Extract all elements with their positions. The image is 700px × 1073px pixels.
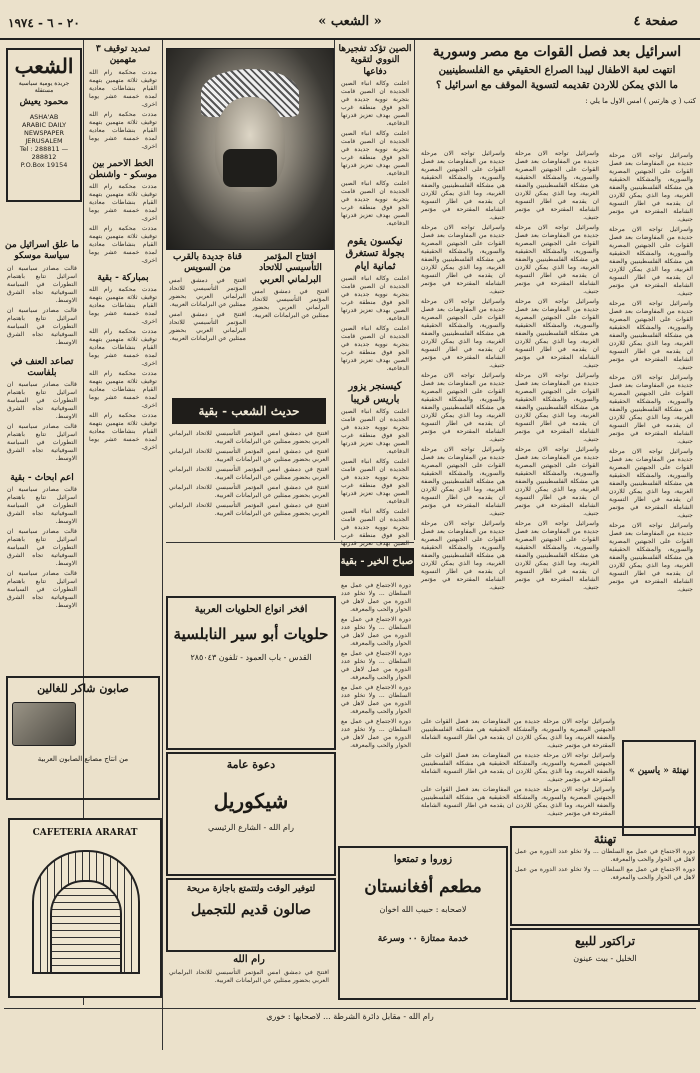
headline-moscow: ما علق اسرائيل من سياسة موسكو <box>4 240 80 262</box>
article-body: دورة الاجتماع في عمل مع السلطان ... ولا تخلو عدد الدورة من عمل لاهل في الحوار والحب والمعرفة. <box>341 718 411 749</box>
article-body: قالت مصادر سياسية ان اسرائيل تتابع باهتمام التطورات في السياسة السوفياتية تجاه الشرق الاوسط. <box>7 423 77 462</box>
ad-shaker-body: من انتاج مصانع الصابون العربية <box>37 755 129 763</box>
article-body: واسرائيل تواجه الان مرحلة جديدة من المفاوضات بعد فصل القوات على الجبهتين المصرية والسورية، والمشكلة الحقيقية هي مشكلة الفلسطينيين والضفة الغربية، وما الذي يمكن للاردن ان يقدمه في اطار التسوية الشاملة المقترحة في مؤتمر جنيف. <box>421 786 615 817</box>
sabah-banner: صباح الخير - بقية <box>340 548 414 576</box>
article-body: دورة الاجتماع في عمل مع السلطان ... ولا تخلو عدد الدورة من عمل لاهل في الحوار والحب والمعرفة. <box>515 848 695 863</box>
article-body: واسرائيل تواجه الان مرحلة جديدة من المفاوضات بعد فصل القوات على الجبهتين المصرية والسورية، والمشكلة الحقيقية هي مشكلة الفلسطينيين والضفة الغربية، وما الذي يمكن للاردن ان يقدمه في اطار التسوية الشاملة المقترحة في مؤتمر جنيف. <box>421 224 505 295</box>
lead-subheadline-1: انتهت لعبة الاطفال ليبدا الصراع الحقيقي مع الفلسطينيين <box>438 64 676 76</box>
article-body: دورة الاجتماع في عمل مع السلطان ... ولا تخلو عدد الدورة من عمل لاهل في الحوار والحب والمعرفة. <box>515 866 695 881</box>
ad-halawiyat-line1: افخر انواع الحلويات العربية <box>194 604 308 615</box>
cafe-door <box>50 880 122 974</box>
ad-afghan-name: مطعم أفغانستان <box>364 877 482 897</box>
masthead-box <box>6 48 82 202</box>
ramallah-notice <box>166 954 332 1004</box>
article-body: افتتح في دمشق امس المؤتمر التأسيسي للاتحاد البرلماني العربي بحضور ممثلين عن البرلمانات العربية. <box>169 466 329 481</box>
lead-subheadline-2: ما الذي يمكن للاردن تقديمه لتسوية الموقف مع اسرائيل ؟ <box>435 80 678 91</box>
page-header <box>0 0 700 40</box>
column-5 <box>4 240 80 670</box>
lead-byline: كتب ( ي هارتس ) امس الاول ما يلي : <box>585 96 696 105</box>
column-rule <box>414 40 415 540</box>
photo-shadow <box>223 149 277 187</box>
headline-canal: قناة جديدة بالقرب من السويس <box>173 252 242 274</box>
article-body: مددت محكمة رام الله توقيف ثلاثة متهمين بتهمة القيام بنشاطات معادية لمدة خمسة عشر يوما اخرى. <box>89 110 157 150</box>
column-rule <box>162 40 163 1050</box>
footer-rule <box>4 1008 696 1009</box>
article-body: افتتح في دمشق امس المؤتمر التأسيسي للاتحاد البرلماني العربي بحضور ممثلين عن البرلمانات العربية. <box>169 502 329 517</box>
article-body: واسرائيل تواجه الان مرحلة جديدة من المفاوضات بعد فصل القوات على الجبهتين المصرية والسورية، والمشكلة الحقيقية هي مشكلة الفلسطينيين والضفة الغربية، وما الذي يمكن للاردن ان يقدمه في اطار التسوية الشاملة المقترحة في مؤتمر جنيف. <box>421 372 505 443</box>
ramallah-heading: رام الله <box>233 954 265 965</box>
article-body: افتتح في دمشق امس المؤتمر التأسيسي للاتحاد البرلماني العربي بحضور ممثلين عن البرلمانات العربية. <box>169 448 329 463</box>
column-3 <box>166 252 332 392</box>
article-body: واسرائيل تواجه الان مرحلة جديدة من المفاوضات بعد فصل القوات على الجبهتين المصرية والسورية، والمشكلة الحقيقية هي مشكلة الفلسطينيين والضفة الغربية، وما الذي يمكن للاردن ان يقدمه في اطار التسوية الشاملة المقترحة في مؤتمر جنيف. <box>609 300 693 371</box>
ad-halawiyat-address: القدس - باب العمود - تلفون ٢٨٥٠٤٣ <box>190 653 312 662</box>
article-body: مددت محكمة رام الله توقيف ثلاثة متهمين بتهمة القيام بنشاطات معادية لمدة خمسة عشر يوما اخرى. <box>89 225 157 264</box>
ad-afghan-visit: زوروا و تمتعوا <box>393 854 453 865</box>
article-body: واسرائيل تواجه الان مرحلة جديدة من المفاوضات بعد فصل القوات على الجبهتين المصرية والسورية، والمشكلة الحقيقية هي مشكلة الفلسطينيين والضفة الغربية، وما الذي يمكن للاردن ان يقدمه في اطار التسوية الشاملة المقترحة في مؤتمر جنيف. <box>515 446 599 517</box>
article-body: اعلنت وكالة انباء الصين الجديدة ان الصين قامت بتجربة نووية جديدة في الجو فوق منطقة غرب الصين بهدف تعزيز قدرتها الدفاعية. <box>341 129 409 177</box>
hadith-banner: حديث الشعب - بقية <box>172 398 326 424</box>
article-body: اعلنت وكالة انباء الصين الجديدة ان الصين قامت بتجربة نووية جديدة في الجو فوق منطقة غرب الصين بهدف تعزيز قدرتها الدفاعية. <box>341 458 409 506</box>
ad-qadim-salon <box>166 878 336 952</box>
ad-afghan-service: خدمة ممتازة ٠٠ وسرعة <box>377 934 469 944</box>
ad-tractor-sale <box>510 928 700 1002</box>
article-body: افتتح في دمشق امس المؤتمر التأسيسي للاتحاد البرلماني العربي بحضور ممثلين عن البرلمانات العربية. <box>169 310 246 342</box>
issue-date: ٢٠ - ٦ - ١٩٧٤ <box>8 16 80 30</box>
ad-shikoril-sub: رام الله - الشارع الرئيسي <box>208 823 294 832</box>
article-body: افتتح في دمشق امس المؤتمر التأسيسي للاتحاد البرلماني العربي بحضور ممثلين عن البرلمانات العربية. <box>169 968 329 984</box>
article-body: افتتح في دمشق امس المؤتمر التأسيسي للاتحاد البرلماني العربي بحضور ممثلين عن البرلمانات العربية. <box>169 430 329 445</box>
article-body: مددت محكمة رام الله توقيف ثلاثة متهمين بتهمة القيام بنشاطات معادية لمدة خمسة عشر يوما اخرى. <box>89 328 157 368</box>
column-rule <box>334 40 335 540</box>
masthead-en-name: ASHA'AB <box>29 113 59 121</box>
article-body: افتتح في دمشق امس المؤتمر التأسيسي للاتحاد البرلماني العربي بحضور ممثلين عن البرلمانات العربية. <box>169 484 329 499</box>
headline-detention: تمديد توقيف ٣ متهمين <box>95 44 151 66</box>
article-body: واسرائيل تواجه الان مرحلة جديدة من المفاوضات بعد فصل القوات على الجبهتين المصرية والسورية، والمشكلة الحقيقية هي مشكلة الفلسطينيين والضفة الغربية، وما الذي يمكن للاردن ان يقدمه في اطار التسوية الشاملة المقترحة في مؤتمر جنيف. <box>421 718 615 749</box>
article-body: افتتح في دمشق امس المؤتمر التأسيسي للاتحاد البرلماني العربي بحضور ممثلين عن البرلمانات العربية. <box>169 276 246 308</box>
ad-tahnia <box>510 826 700 926</box>
masthead-name: الشعب <box>14 54 74 78</box>
article-body: واسرائيل تواجه الان مرحلة جديدة من المفاوضات بعد فصل القوات على الجبهتين المصرية والسورية، والمشكلة الحقيقية هي مشكلة الفلسطينيين والضفة الغربية، وما الذي يمكن للاردن ان يقدمه في اطار التسوية الشاملة المقترحة في مؤتمر جنيف. <box>609 226 693 297</box>
ad-tahnia-title: تهنئة <box>593 832 617 846</box>
ad-shaker-title: صابون شاكر للغالين <box>37 682 129 695</box>
headline-nixon: نيكسون يقوم بجولة تستغرق ثمانية ايام <box>345 235 405 272</box>
masthead-en-city: JERUSALEM <box>25 137 63 145</box>
article-body: دورة الاجتماع في عمل مع السلطان ... ولا تخلو عدد الدورة من عمل لاهل في الحوار والحب والمعرفة. <box>341 650 411 681</box>
article-body: اعلنت وكالة انباء الصين الجديدة ان الصين قامت بتجربة نووية جديدة في الجو فوق منطقة غرب الصين بهدف تعزيز قدرتها الدفاعية. <box>341 79 409 127</box>
ad-shikoril <box>166 752 336 876</box>
ad-cafeteria <box>8 818 162 998</box>
article-body: مددت محكمة رام الله توقيف ثلاثة متهمين بتهمة القيام بنشاطات معادية لمدة خمسة عشر يوما اخرى. <box>89 370 157 410</box>
article-body: واسرائيل تواجه الان مرحلة جديدة من المفاوضات بعد فصل القوات على الجبهتين المصرية والسورية، والمشكلة الحقيقية هي مشكلة الفلسطينيين والضفة الغربية، وما الذي يمكن للاردن ان يقدمه في اطار التسوية الشاملة المقترحة في مؤتمر جنيف. <box>609 448 693 519</box>
article-body: واسرائيل تواجه الان مرحلة جديدة من المفاوضات بعد فصل القوات على الجبهتين المصرية والسورية، والمشكلة الحقيقية هي مشكلة الفلسطينيين والضفة الغربية، وما الذي يمكن للاردن ان يقدمه في اطار التسوية الشاملة المقترحة في مؤتمر جنيف. <box>515 150 599 221</box>
page-number: صفحة ٤ <box>633 14 678 29</box>
article-body: اعلنت وكالة انباء الصين الجديدة ان الصين قامت بتجربة نووية جديدة في الجو فوق منطقة غرب الصين بهدف تعزيز قدرتها الدفاعية. <box>341 325 409 373</box>
column-4 <box>86 44 160 674</box>
article-body: دورة الاجتماع في عمل مع السلطان ... ولا تخلو عدد الدورة من عمل لاهل في الحوار والحب والمعرفة. <box>341 582 411 613</box>
section-rule <box>166 542 414 543</box>
article-body: واسرائيل تواجه الان مرحلة جديدة من المفاوضات بعد فصل القوات على الجبهتين المصرية والسورية، والمشكلة الحقيقية هي مشكلة الفلسطينيين والضفة الغربية، وما الذي يمكن للاردن ان يقدمه في اطار التسوية الشاملة المقترحة في مؤتمر جنيف. <box>515 520 599 591</box>
article-body: واسرائيل تواجه الان مرحلة جديدة من المفاوضات بعد فصل القوات على الجبهتين المصرية والسورية، والمشكلة الحقيقية هي مشكلة الفلسطينيين والضفة الغربية، وما الذي يمكن للاردن ان يقدمه في اطار التسوية الشاملة المقترحة في مؤتمر جنيف. <box>515 298 599 369</box>
masthead-publisher: محمود يعيش <box>19 97 69 107</box>
article-body: واسرائيل تواجه الان مرحلة جديدة من المفاوضات بعد فصل القوات على الجبهتين المصرية والسورية، والمشكلة الحقيقية هي مشكلة الفلسطينيين والضفة الغربية، وما الذي يمكن للاردن ان يقدمه في اطار التسوية الشاملة المقترحة في مؤتمر جنيف. <box>515 224 599 295</box>
article-body: قالت مصادر سياسية ان اسرائيل تتابع باهتمام التطورات في السياسة السوفياتية تجاه الشرق الاوسط. <box>7 306 77 346</box>
headline-belfast: تصاعد العنف في بلفاست <box>10 356 74 378</box>
headline-blessing: بمباركة - بقية <box>97 273 149 283</box>
sabah-column <box>338 580 414 840</box>
news-photo <box>166 48 334 250</box>
article-body: واسرائيل تواجه الان مرحلة جديدة من المفاوضات بعد فصل القوات على الجبهتين المصرية والسورية، والمشكلة الحقيقية هي مشكلة الفلسطينيين والضفة الغربية، وما الذي يمكن للاردن ان يقدمه في اطار التسوية الشاملة المقترحة في مؤتمر جنيف. <box>609 522 693 593</box>
article-body: اعلنت وكالة انباء الصين الجديدة ان الصين قامت بتجربة نووية جديدة في الجو فوق منطقة غرب الصين بهدف تعزيز قدرتها الدفاعية. <box>341 179 409 227</box>
ad-halawiyat-name: حلويات أبو سير النابلسية <box>173 625 329 643</box>
ad-dawa: دعوة عامة <box>226 758 276 771</box>
ad-tractor-location: الخليل - بيت عينون <box>573 954 637 963</box>
article-body: افتتح في دمشق امس المؤتمر التأسيسي للاتحاد البرلماني العربي بحضور ممثلين عن البرلمانات العربية. <box>252 287 329 319</box>
paper-name: « الشعب » <box>318 14 382 29</box>
article-body: واسرائيل تواجه الان مرحلة جديدة من المفاوضات بعد فصل القوات على الجبهتين المصرية والسورية، والمشكلة الحقيقية هي مشكلة الفلسطينيين والضفة الغربية، وما الذي يمكن للاردن ان يقدمه في اطار التسوية الشاملة المقترحة في مؤتمر جنيف. <box>421 150 505 221</box>
ad-afghanistan-restaurant <box>338 846 508 1000</box>
lead-article-body <box>418 150 696 710</box>
article-body: واسرائيل تواجه الان مرحلة جديدة من المفاوضات بعد فصل القوات على الجبهتين المصرية والسورية، والمشكلة الحقيقية هي مشكلة الفلسطينيين والضفة الغربية، وما الذي يمكن للاردن ان يقدمه في اطار التسوية الشاملة المقترحة في مؤتمر جنيف. <box>421 752 615 783</box>
soap-bar-image <box>12 702 76 746</box>
article-body: واسرائيل تواجه الان مرحلة جديدة من المفاوضات بعد فصل القوات على الجبهتين المصرية والسورية، والمشكلة الحقيقية هي مشكلة الفلسطينيين والضفة الغربية، وما الذي يمكن للاردن ان يقدمه في اطار التسوية الشاملة المقترحة في مؤتمر جنيف. <box>609 152 693 223</box>
ad-congratulation-yassin <box>622 740 696 836</box>
article-body: مددت محكمة رام الله توقيف ثلاثة متهمين بتهمة القيام بنشاطات معادية لمدة خمسة عشر يوما اخرى. <box>89 68 157 108</box>
article-body: واسرائيل تواجه الان مرحلة جديدة من المفاوضات بعد فصل القوات على الجبهتين المصرية والسورية، والمشكلة الحقيقية هي مشكلة الفلسطينيين والضفة الغربية، وما الذي يمكن للاردن ان يقدمه في اطار التسوية الشاملة المقترحة في مؤتمر جنيف. <box>421 298 505 369</box>
headline-research: اعم ابحاث - بقية <box>10 473 74 483</box>
masthead-tel: Tel : 288811 — 288812 <box>19 145 69 161</box>
article-body: واسرائيل تواجه الان مرحلة جديدة من المفاوضات بعد فصل القوات على الجبهتين المصرية والسورية، والمشكلة الحقيقية هي مشكلة الفلسطينيين والضفة الغربية، وما الذي يمكن للاردن ان يقدمه في اطار التسوية الشاملة المقترحة في مؤتمر جنيف. <box>421 520 505 591</box>
lead-article-head <box>418 44 696 154</box>
article-body: دورة الاجتماع في عمل مع السلطان ... ولا تخلو عدد الدورة من عمل لاهل في الحوار والحب والمعرفة. <box>341 684 411 715</box>
article-body: دورة الاجتماع في عمل مع السلطان ... ولا تخلو عدد الدورة من عمل لاهل في الحوار والحب والمعرفة. <box>341 616 411 647</box>
masthead-pobox: P.O.Box 19154 <box>20 161 68 169</box>
hadith-column <box>166 428 332 588</box>
article-body: مددت محكمة رام الله توقيف ثلاثة متهمين بتهمة القيام بنشاطات معادية لمدة خمسة عشر يوما اخرى. <box>89 183 157 222</box>
article-body: اعلنت وكالة انباء الصين الجديدة ان الصين قامت بتجربة نووية جديدة في الجو فوق منطقة غرب الصين بهدف تعزيز قدرتها الدفاعية. <box>341 408 409 456</box>
headline-red-line: الخط الاحمر بين موسكو - واشنطن <box>89 158 157 180</box>
article-body: واسرائيل تواجه الان مرحلة جديدة من المفاوضات بعد فصل القوات على الجبهتين المصرية والسورية، والمشكلة الحقيقية هي مشكلة الفلسطينيين والضفة الغربية، وما الذي يمكن للاردن ان يقدمه في اطار التسوية الشاملة المقترحة في مؤتمر جنيف. <box>421 446 505 517</box>
ad-qadim-name: صالون قديم للتجميل <box>190 902 312 918</box>
article-body: واسرائيل تواجه الان مرحلة جديدة من المفاوضات بعد فصل القوات على الجبهتين المصرية والسورية، والمشكلة الحقيقية هي مشكلة الفلسطينيين والضفة الغربية، وما الذي يمكن للاردن ان يقدمه في اطار التسوية الشاملة المقترحة في مؤتمر جنيف. <box>515 372 599 443</box>
lower-right-column <box>418 716 618 824</box>
masthead-tagline: جريدة يومية سياسية مستقلة <box>18 80 70 94</box>
article-body: مددت محكمة رام الله توقيف ثلاثة متهمين بتهمة القيام بنشاطات معادية لمدة خمسة عشر يوما اخرى. <box>89 286 157 326</box>
masthead-en-newspaper: NEWSPAPER <box>23 129 64 137</box>
ad-afghan-owners: لاصحابه : حبيب الله اخوان <box>379 905 467 914</box>
masthead-en-arabic-daily: ARABIC DAILY <box>21 121 67 129</box>
ad-shikoril-name: شيكوريل <box>213 789 289 813</box>
ad-yassin-title: نهنئة « ياسين » <box>629 766 689 776</box>
lead-headline: اسرائيل بعد فصل القوات مع مصر وسورية <box>432 44 682 60</box>
ad-halawiyat <box>166 596 336 750</box>
ad-tractor-title: تراكتور للبيع <box>574 934 636 948</box>
article-body: قالت مصادر سياسية ان اسرائيل تتابع باهتمام التطورات في السياسة السوفياتية تجاه الشرق الاوسط. <box>7 381 77 420</box>
headline-parliament: افتتاح المؤتمر التأسيسي للاتحاد البرلماني العربي <box>259 252 322 285</box>
article-body: قالت مصادر سياسية ان اسرائيل تتابع باهتمام التطورات في السياسة السوفياتية تجاه الشرق الاوسط. <box>7 486 77 526</box>
article-body: قالت مصادر سياسية ان اسرائيل تتابع باهتمام التطورات في السياسة السوفياتية تجاه الشرق الاوسط. <box>7 528 77 568</box>
article-body: اعلنت وكالة انباء الصين الجديدة ان الصين قامت بتجربة نووية جديدة في الجو فوق منطقة غرب الصين بهدف تعزيز قدرتها الدفاعية. <box>341 275 409 323</box>
article-body: قالت مصادر سياسية ان اسرائيل تتابع باهتمام التطورات في السياسة السوفياتية تجاه الشرق الاوسط. <box>7 264 77 304</box>
article-body: قالت مصادر سياسية ان اسرائيل تتابع باهتمام التطورات في السياسة السوفياتية تجاه الشرق الاوسط. <box>7 570 77 610</box>
ad-qadim-line1: لتوفير الوقت ولتتمتع باجازة مريحة <box>186 884 316 894</box>
headline-china: الصين تؤكد تفجيرها النووي لتقوية دفاعها <box>338 44 412 77</box>
column-2 <box>338 44 412 548</box>
article-body: مددت محكمة رام الله توقيف ثلاثة متهمين بتهمة القيام بنشاطات معادية لمدة خمسة عشر يوما اخرى. <box>89 412 157 452</box>
article-body: واسرائيل تواجه الان مرحلة جديدة من المفاوضات بعد فصل القوات على الجبهتين المصرية والسورية، والمشكلة الحقيقية هي مشكلة الفلسطينيين والضفة الغربية، وما الذي يمكن للاردن ان يقدمه في اطار التسوية الشاملة المقترحة في مؤتمر جنيف. <box>609 374 693 445</box>
headline-kissinger: كيسنجر يزور باريس قريبا <box>348 381 402 405</box>
footer-line: رام الله - مقابل دائرة الشرطة ... لاصحابها : خوري <box>266 1012 434 1021</box>
cafe-sign: CAFETERIA ARARAT <box>32 828 138 838</box>
article-body: اعلنت وكالة انباء الصين الجديدة ان الصين قامت بتجربة نووية جديدة في الجو فوق منطقة غرب الصين بهدف تعزيز قدرتها <box>341 508 409 548</box>
